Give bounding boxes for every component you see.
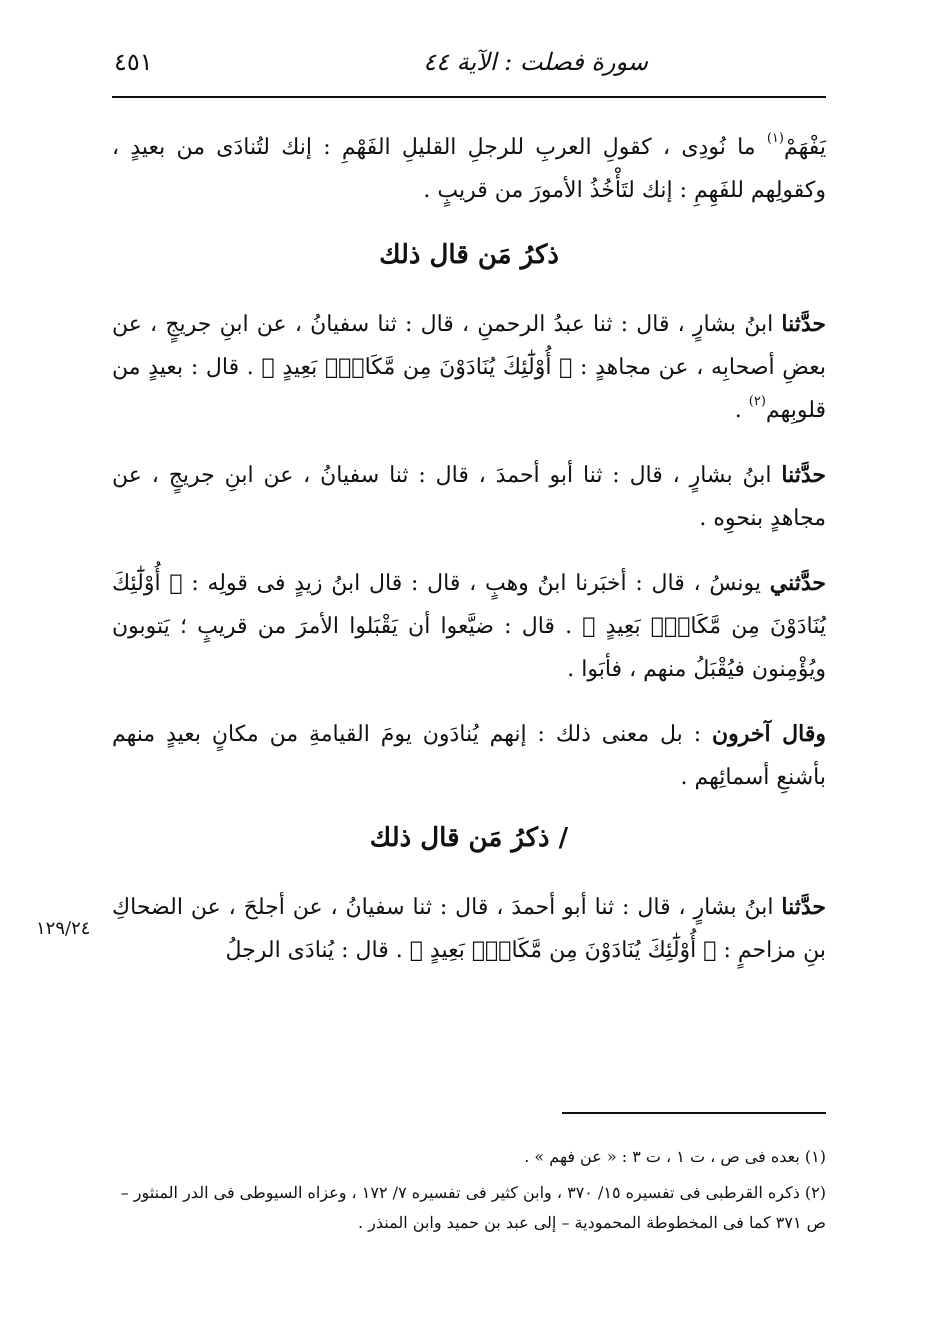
main-text [112,126,826,994]
margin-reference: ١٢٩/٢٤ [36,918,91,939]
footnote-rule [562,1112,826,1114]
paragraph-1 [112,126,826,212]
narration-intro: حدَّثنا [781,311,826,337]
paragraph-text: : بل معنى ذلك : إنهم يُنادَون يومَ القيامةِ من مكانٍ بعيدٍ منهم بأشنعِ أسمائِهم . [112,722,826,790]
page-header [112,44,826,94]
paragraph-text: يونسُ ، قال : أخبَرنا ابنُ وهبٍ ، قال : قال ابنُ زيدٍ فى قولِه : ﴿ أُوْلَٰٓئِكَ يُنَادَوْنَ مِن مَّكَانِۭ بَعِيدٍ ﴾ . قال : ضيَّعوا أن يَقْبَلوا الأمرَ من قريبٍ ؛ يَتوبون ويُؤْمِنون فيُقْبَلُ منهم ، فأبَوا . [112,571,826,682]
page-number: ٤٥١ [114,48,153,76]
running-title: سورة فصلت : الآية ٤٤ [423,48,648,76]
section-heading-2: / ذكرُ مَن قال ذلك [369,823,569,853]
narration-intro: حدَّثنا [781,894,826,920]
header-rule [112,96,826,98]
footnote-1: (١) بعده فى ص ، ت ١ ، ت ٣ : « عن فهم » . [524,1147,826,1166]
paragraph-4 [112,562,826,691]
footnote-2: (٢) ذكره القرطبى فى تفسيره ١٥/ ٣٧٠ ، وابن كثير فى تفسيره ٧/ ١٧٢ ، وعزاه السيوطى فى الدر المنثور – ص ٣٧١ كما فى المخطوطة المحمودية – إلى عبد بن حميد وابن المنذر . [120,1183,826,1232]
narration-intro: وقال آخرون [711,721,826,747]
paragraph-6 [112,886,826,972]
paragraph-5 [112,713,826,799]
paragraph-text: ابنُ بشارٍ ، قال : ثنا عبدُ الرحمنِ ، قال : ثنا سفيانُ ، عن ابنِ جريجٍ ، عن بعضِ أصحابِه ، عن مجاهدٍ : ﴿ أُوْلَٰٓئِكَ يُنَادَوْنَ مِن مَّكَانِۭ بَعِيدٍ ﴾ . قال : بعيدٍ من قلوبِهم [112,312,826,423]
paragraph-text: يَفْهَمْ [783,135,826,160]
narration-intro: حدَّثنا [781,462,826,488]
section-heading-1: ذكرُ مَن قال ذلك [379,240,559,270]
paragraph-text: ابنُ بشارٍ ، قال : ثنا أبو أحمدَ ، قال : ثنا سفيانُ ، عن ابنِ جريجٍ ، عن مجاهدٍ بنحوِه . [112,463,826,531]
paragraph-text: ما نُودِى ، كقولِ العربِ للرجلِ القليلِ الفَهْمِ : إنك لتُنادَى من بعيدٍ ، وكقولِهم للفَهِمِ : إنك لتَأْخُذُ الأمورَ من قريبٍ . [112,135,826,203]
footnote-ref-1[interactable]: (١) [766,131,784,146]
paragraph-text: . [734,398,749,423]
footnotes [112,1142,826,1244]
paragraph-2 [112,303,826,432]
paragraph-text: ابنُ بشارٍ ، قال : ثنا أبو أحمدَ ، قال : ثنا سفيانُ ، عن أجلحَ ، عن الضحاكِ بنِ مزاحمٍ : ﴿ أُوْلَٰٓئِكَ يُنَادَوْنَ مِن مَّكَانِۭ بَعِيدٍ ﴾ . قال : يُنادَى الرجلُ [112,895,826,963]
narration-intro: حدَّثني [769,570,826,596]
footnote-ref-2[interactable]: (٢) [748,394,766,409]
paragraph-3 [112,454,826,540]
